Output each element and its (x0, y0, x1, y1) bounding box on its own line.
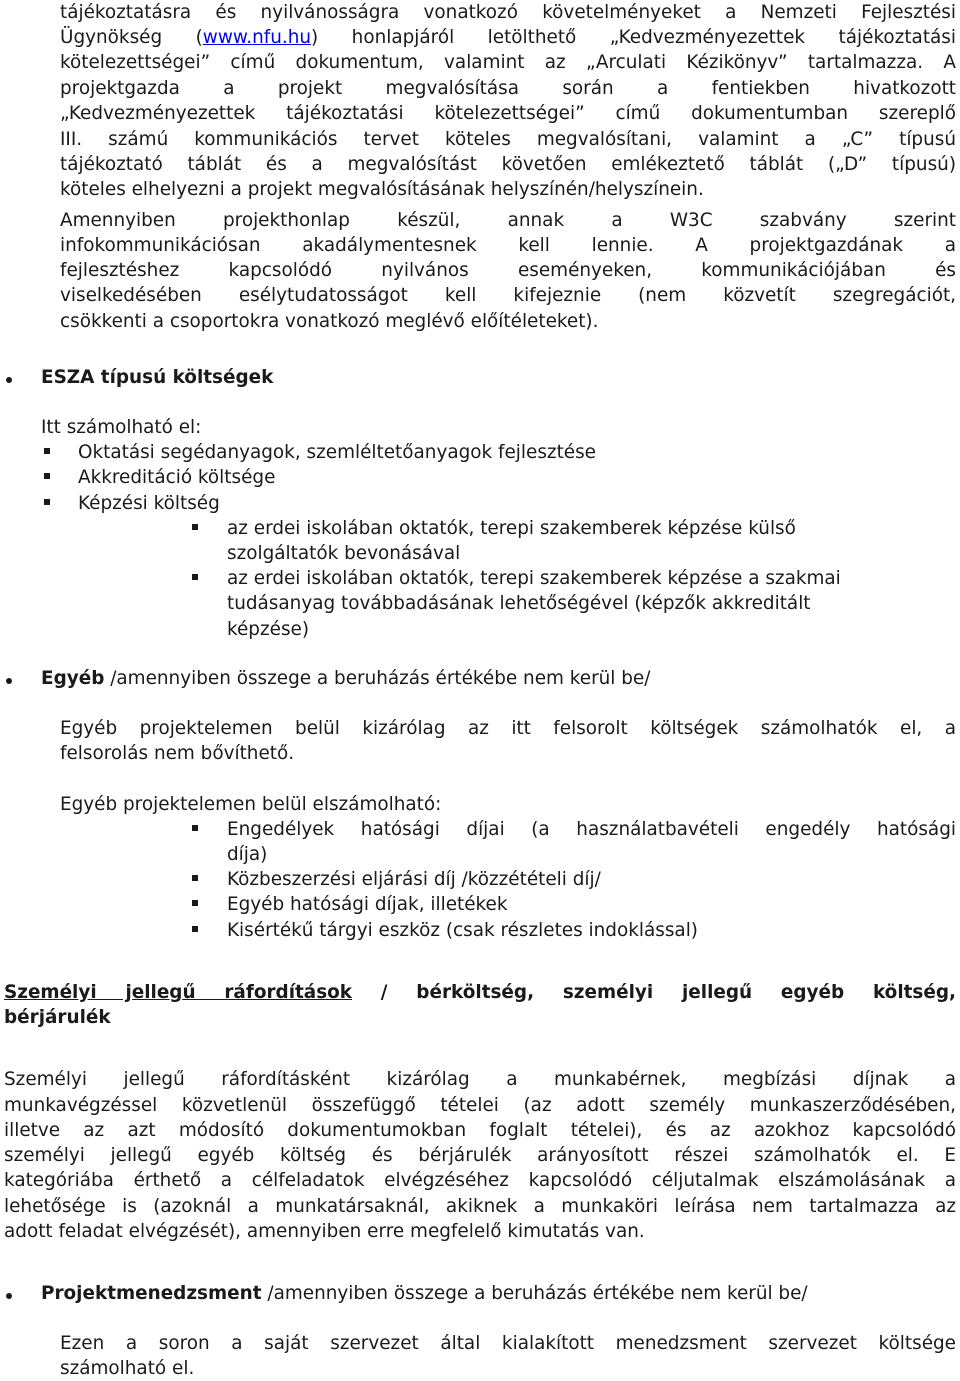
szemelyi-line-1: Személyi jellegű ráfordításként kizárólag a munkabérnek, megbízási díjnak a (4, 1069, 956, 1090)
para2-line-3: fejlesztéshez kapcsolódó nyilvános eseményeken, kommunikációjában és (60, 260, 956, 281)
para2-line-2: infokommunikációsan akadálymentesnek kell lennie. A projektgazdának a (60, 235, 956, 256)
egyeb-p1-line-2: felsorolás nem bővíthető. (60, 743, 295, 764)
egyeb-item-2: Közbeszerzési eljárási díj /közzétételi díj/ (227, 869, 601, 890)
szemelyi-line-2: munkavégzéssel közvetlenül összefüggő tételei (az adott személy munkaszerződésében, (4, 1095, 956, 1116)
bullet-dot (6, 678, 12, 684)
szemelyi-heading-line-2: bérjárulék (4, 1007, 111, 1028)
szemelyi-line-4: személyi jellegű egyéb költség és bérjárulék arányosított részei számolhatók el. E (4, 1145, 956, 1166)
esza-item-2: Akkreditáció költsége (78, 467, 276, 488)
egyeb-item-1-line-1: Engedélyek hatósági díjai (a használatbavételi engedély hatósági (227, 819, 956, 840)
szemelyi-heading: Személyi jellegű ráfordítások / bérköltség, személyi jellegű egyéb költség, (4, 982, 956, 1003)
bullet-dot (6, 377, 12, 383)
intro-line-3: kötelezettségei” című dokumentum, valamint az „Arculati Kézikönyv” tartalmazza. A (60, 52, 956, 73)
esza-sub-2-line-2: tudásanyag továbbadásának lehetőségével (képzők akkreditált (227, 593, 811, 614)
egyeb-heading: Egyéb /amennyiben összege a beruházás értékébe nem kerül be/ (41, 668, 651, 689)
square-bullet (192, 926, 198, 932)
esza-item-3: Képzési költség (78, 493, 220, 514)
esza-heading: ESZA típusú költségek (41, 367, 274, 388)
esza-intro: Itt számolható el: (41, 417, 202, 438)
szemelyi-line-6: lehetősége is (azoknál a munkatársaknál, akiknek a munkaköri leírása nem tartalmazza az (4, 1196, 956, 1217)
bullet-dot (6, 1293, 12, 1299)
square-bullet (192, 875, 198, 881)
square-bullet (44, 473, 50, 479)
square-bullet (192, 900, 198, 906)
esza-sub-2-line-3: képzése) (227, 619, 310, 640)
intro-line-1: tájékoztatásra és nyilvánosságra vonatkozó követelményeket a Nemzeti Fejlesztési (60, 2, 956, 23)
egyeb-item-1-line-2: díja) (227, 844, 268, 865)
esza-sub-1-line-1: az erdei iskolában oktatók, terepi szakemberek képzése külső (227, 518, 796, 539)
para2-line-1: Amennyiben projekthonlap készül, annak a W3C szabvány szerint (60, 210, 956, 231)
szemelyi-line-3: illetve az azt módosító dokumentumokban foglalt tételei), és az azokhoz kapcsolódó (4, 1120, 956, 1141)
esza-sub-2-line-1: az erdei iskolában oktatók, terepi szakemberek képzése a szakmai (227, 568, 841, 589)
intro-line-7: tájékoztató táblát és a megvalósítást követően emlékeztető táblát („D” típusú) (60, 154, 956, 175)
esza-sub-1-line-2: szolgáltatók bevonásával (227, 543, 461, 564)
intro-line-8: köteles elhelyezni a projekt megvalósításának helyszínén/helyszínein. (60, 179, 704, 200)
para2-line-4: viselkedésében esélytudatosságot kell kifejeznie (nem közvetít szegregációt, (60, 285, 956, 306)
nfu-link[interactable]: www.nfu.hu (202, 27, 312, 48)
square-bullet (44, 448, 50, 454)
esza-item-1: Oktatási segédanyagok, szemléltetőanyagok fejlesztése (78, 442, 596, 463)
square-bullet (44, 499, 50, 505)
intro-line-2-pre: Ügynökség ( (60, 27, 203, 48)
szemelyi-line-7: adott feladat elvégzését), amennyiben erre megfelelő kimutatás van. (4, 1221, 645, 1242)
intro-line-5: „Kedvezményezettek tájékoztatási kötelezettségei” című dokumentumban szereplő (60, 103, 956, 124)
square-bullet (192, 524, 198, 530)
egyeb-p2: Egyéb projektelemen belül elszámolható: (60, 794, 442, 815)
szemelyi-line-5: kategóriába érthető a célfeladatok elvégzéséhez kapcsolódó céljutalmak elszámolásának a (4, 1170, 956, 1191)
intro-line-2 (60, 25, 956, 50)
intro-line-2-post: ) honlapjáról letölthető „Kedvezményezettek tájékoztatási (311, 27, 956, 48)
egyeb-p1-line-1: Egyéb projektelemen belül kizárólag az itt felsorolt költségek számolhatók el, a (60, 718, 956, 739)
intro-line-6: III. számú kommunikációs tervet köteles megvalósítani, valamint a „C” típusú (60, 129, 956, 150)
projekt-line-2: számolható el. (60, 1358, 195, 1379)
square-bullet (192, 825, 198, 831)
intro-line-4: projektgazda a projekt megvalósítása során a fentiekben hivatkozott (60, 78, 956, 99)
egyeb-item-3: Egyéb hatósági díjak, illetékek (227, 894, 508, 915)
para2-line-5: csökkenti a csoportokra vonatkozó meglévő előítéleteket). (60, 311, 599, 332)
projekt-heading: Projektmenedzsment /amennyiben összege a beruházás értékébe nem kerül be/ (41, 1283, 808, 1304)
square-bullet (192, 574, 198, 580)
egyeb-item-4: Kisértékű tárgyi eszköz (csak részletes indoklással) (227, 920, 698, 941)
projekt-line-1: Ezen a soron a saját szervezet által kialakított menedzsment szervezet költsége (60, 1333, 956, 1354)
